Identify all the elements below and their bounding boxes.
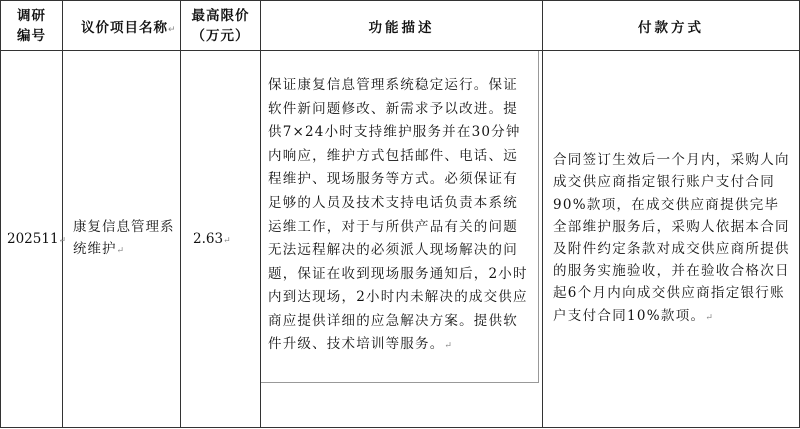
header-price-line1: 最高限价	[191, 7, 250, 24]
header-id-line2: 编号	[17, 27, 46, 44]
paragraph-mark-icon: ↵	[444, 341, 454, 352]
header-price-line2: （万元）	[191, 27, 250, 44]
project-id: 202511	[7, 231, 59, 247]
header-payment	[543, 1, 800, 51]
cell-function	[261, 51, 543, 428]
paragraph-mark-icon: ↵	[58, 236, 67, 246]
paragraph-mark-icon: ↵	[168, 24, 177, 35]
header-row	[1, 1, 800, 51]
project-name: 康复信息管理系统维护	[73, 219, 175, 257]
header-name-label: 议价项目名称	[81, 19, 168, 36]
payment-terms: 合同签订生效后一个月内，采购人向成交供应商指定银行账户支付合同90%款项，在成交供应商提供完毕全部维护服务后，采购人依据本合同及附件约定条款对成交供应商所提供的服务实施验收，并在验收合格次日起6个月内向成交供应商指定银行账户支付合同10%款项。	[553, 152, 790, 324]
header-id-line1: 调研	[17, 7, 46, 24]
header-payment-label: 付款方式	[638, 19, 704, 36]
paragraph-mark-icon: ↵	[223, 236, 231, 246]
paragraph-mark-icon: ↵	[116, 246, 126, 256]
cell-name	[63, 51, 181, 428]
cell-price	[181, 51, 261, 428]
function-frame	[261, 51, 539, 383]
function-description: 保证康复信息管理系统稳定运行。保证软件新问题修改、新需求予以改进。提供7×24小时支持维护服务并在30分钟内响应，维护方式包括邮件、电话、远程维护、现场服务等方式。必须保证有足够的人员及技术支持电话负责本系统运维工作，对于与所供产品有关的问题无法远程解决的必须派人现场解决的问题，保证在收到现场服务通知后，2小时内到达现场，2小时内未解决的成交供应商应提供详细的应急解决方案。提供软件升级、技术培训等服务。	[268, 76, 528, 353]
price-value: 2.63	[193, 231, 224, 247]
table-row	[1, 51, 800, 428]
header-name	[63, 1, 181, 51]
function-text-wrap	[261, 74, 538, 359]
cell-payment	[543, 51, 800, 428]
header-function	[261, 1, 543, 51]
header-price	[181, 1, 261, 51]
header-id	[1, 1, 63, 51]
paragraph-mark-icon: ↵	[705, 312, 715, 323]
cell-id	[1, 51, 67, 428]
header-function-label: 功能描述	[368, 19, 435, 36]
